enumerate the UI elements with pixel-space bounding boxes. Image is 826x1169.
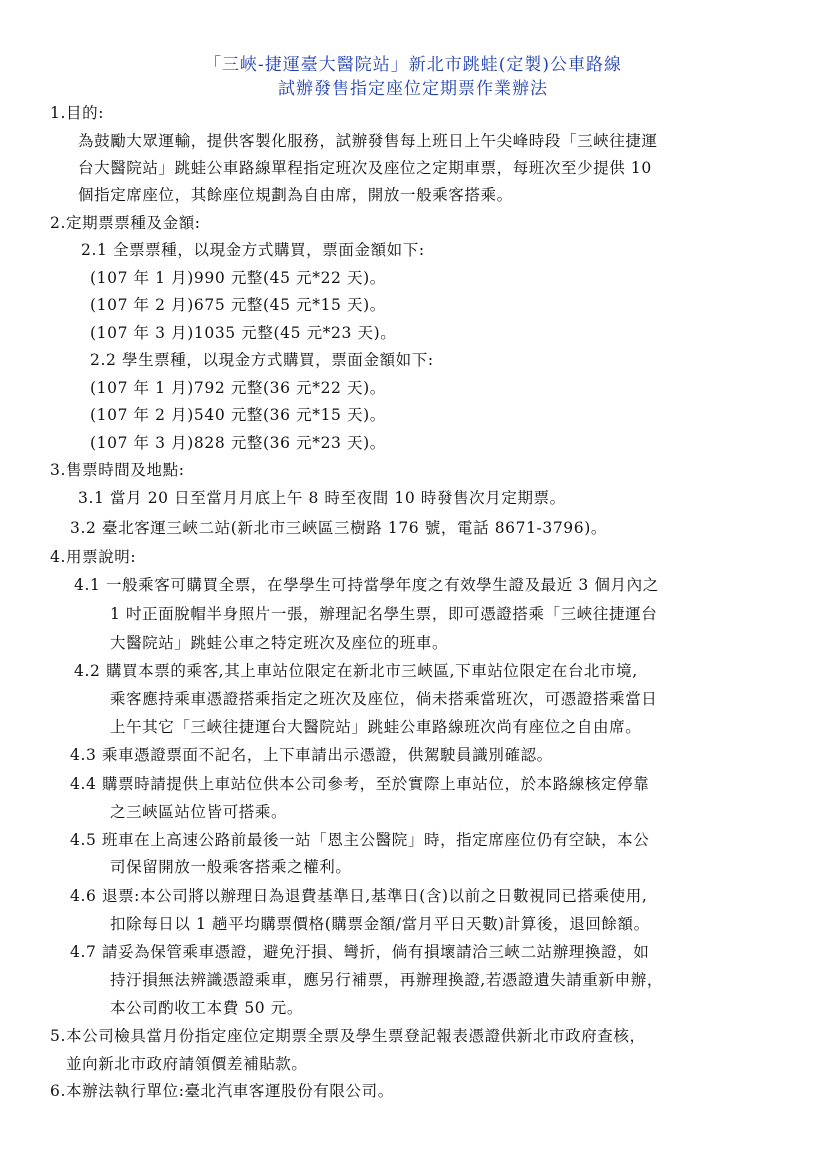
section-heading-ticket-types: 2.定期票票種及金額: [50, 214, 201, 232]
subsection-line: 4.6 退票:本公司將以辦理日為退費基準日,基準日(含)以前之日數視同已搭乘使用, [70, 887, 648, 905]
paragraph-line: 並向新北市政府請領價差補貼款。 [66, 1055, 308, 1073]
paragraph-line: 個指定席座位，其餘座位規劃為自由席，開放一般乘客搭乘。 [78, 186, 513, 204]
section-5-line: 5.本公司檢具當月份指定座位定期票全票及學生票登記報表憑證供新北市政府查核， [50, 1027, 646, 1045]
subsection-line: 4.2 購買本票的乘客,其上車站位限定在新北市三峽區,下車站位限定在台北市境, [74, 662, 638, 680]
paragraph-line: 為鼓勵大眾運輸，提供客製化服務，試辦發售每上班日上午尖峰時段「三峽往捷運 [78, 132, 658, 150]
subsection-line: 3.1 當月 20 日至當月月底上午 8 時至夜間 10 時發售次月定期票。 [78, 489, 566, 507]
price-line: (107 年 1 月)792 元整(36 元*22 天)。 [90, 379, 386, 397]
price-line: (107 年 1 月)990 元整(45 元*22 天)。 [90, 269, 386, 287]
section-heading-purpose: 1.目的: [50, 104, 105, 122]
section-6-line: 6.本辦法執行單位:臺北汽車客運股份有限公司。 [50, 1082, 394, 1100]
paragraph-line: 乘客應持乘車憑證搭乘指定之班次及座位，倘未搭乘當班次，可憑證搭乘當日 [110, 690, 658, 708]
price-line: (107 年 3 月)1035 元整(45 元*23 天)。 [90, 324, 397, 342]
paragraph-line: 本公司酌收工本費 50 元。 [110, 999, 303, 1017]
paragraph-line: 持汙損無法辨識憑證乘車，應另行補票，再辦理換證,若憑證遺失請重新申辦， [110, 971, 663, 989]
section-heading-sale-time: 3.售票時間及地點: [50, 461, 185, 479]
subsection-line: 4.4 購票時請提供上車站位供本公司參考，至於實際上車站位，於本路線核定停靠 [70, 775, 650, 793]
paragraph-line: 之三峽區站位皆可搭乘。 [110, 803, 288, 821]
price-line: (107 年 3 月)828 元整(36 元*23 天)。 [90, 434, 386, 452]
subsection-line: 4.1 一般乘客可購買全票，在學學生可持當學年度之有效學生證及最近 3 個月內之 [74, 576, 659, 594]
subsection-line: 4.3 乘車憑證票面不記名，上下車請出示憑證，供駕駛員識別確認。 [70, 746, 553, 764]
section-heading-usage: 4.用票說明: [50, 548, 137, 566]
document-title-line1: 「三峽-捷運臺大醫院站」新北市跳蛙(定製)公車路線 [203, 55, 622, 75]
subsection-line: 4.7 請妥為保管乘車憑證，避免汙損、彎折，倘有損壞請洽三峽二站辦理換證，如 [70, 943, 650, 961]
subsection-heading: 2.1 全票票種，以現金方式購買，票面金額如下: [81, 241, 425, 259]
paragraph-line: 扣除每日以 1 趟平均購票價格(購票金額/當月平日天數)計算後，退回餘額。 [110, 915, 650, 933]
subsection-line: 3.2 臺北客運三峽二站(新北市三峽區三樹路 176 號，電話 8671-3796)。 [70, 519, 607, 537]
paragraph-line: 1 吋正面脫帽半身照片一張，辦理記名學生票，即可憑證搭乘「三峽往捷運台 [110, 605, 658, 623]
price-line: (107 年 2 月)540 元整(36 元*15 天)。 [90, 406, 386, 424]
paragraph-line: 司保留開放一般乘客搭乘之權利。 [110, 858, 352, 876]
price-line: (107 年 2 月)675 元整(45 元*15 天)。 [90, 296, 386, 314]
paragraph-line: 台大醫院站」跳蛙公車路線單程指定班次及座位之定期車票，每班次至少提供 10 [78, 159, 652, 177]
subsection-line: 4.5 班車在上高速公路前最後一站「恩主公醫院」時，指定席座位仍有空缺，本公 [70, 831, 650, 849]
paragraph-line: 上午其它「三峽往捷運台大醫院站」跳蛙公車路線班次尚有座位之自由席。 [110, 718, 642, 736]
document-title-line2: 試辦發售指定座位定期票作業辦法 [278, 79, 548, 99]
subsection-heading: 2.2 學生票種，以現金方式購買，票面金額如下: [90, 351, 434, 369]
paragraph-line: 大醫院站」跳蛙公車之特定班次及座位的班車。 [110, 634, 449, 652]
